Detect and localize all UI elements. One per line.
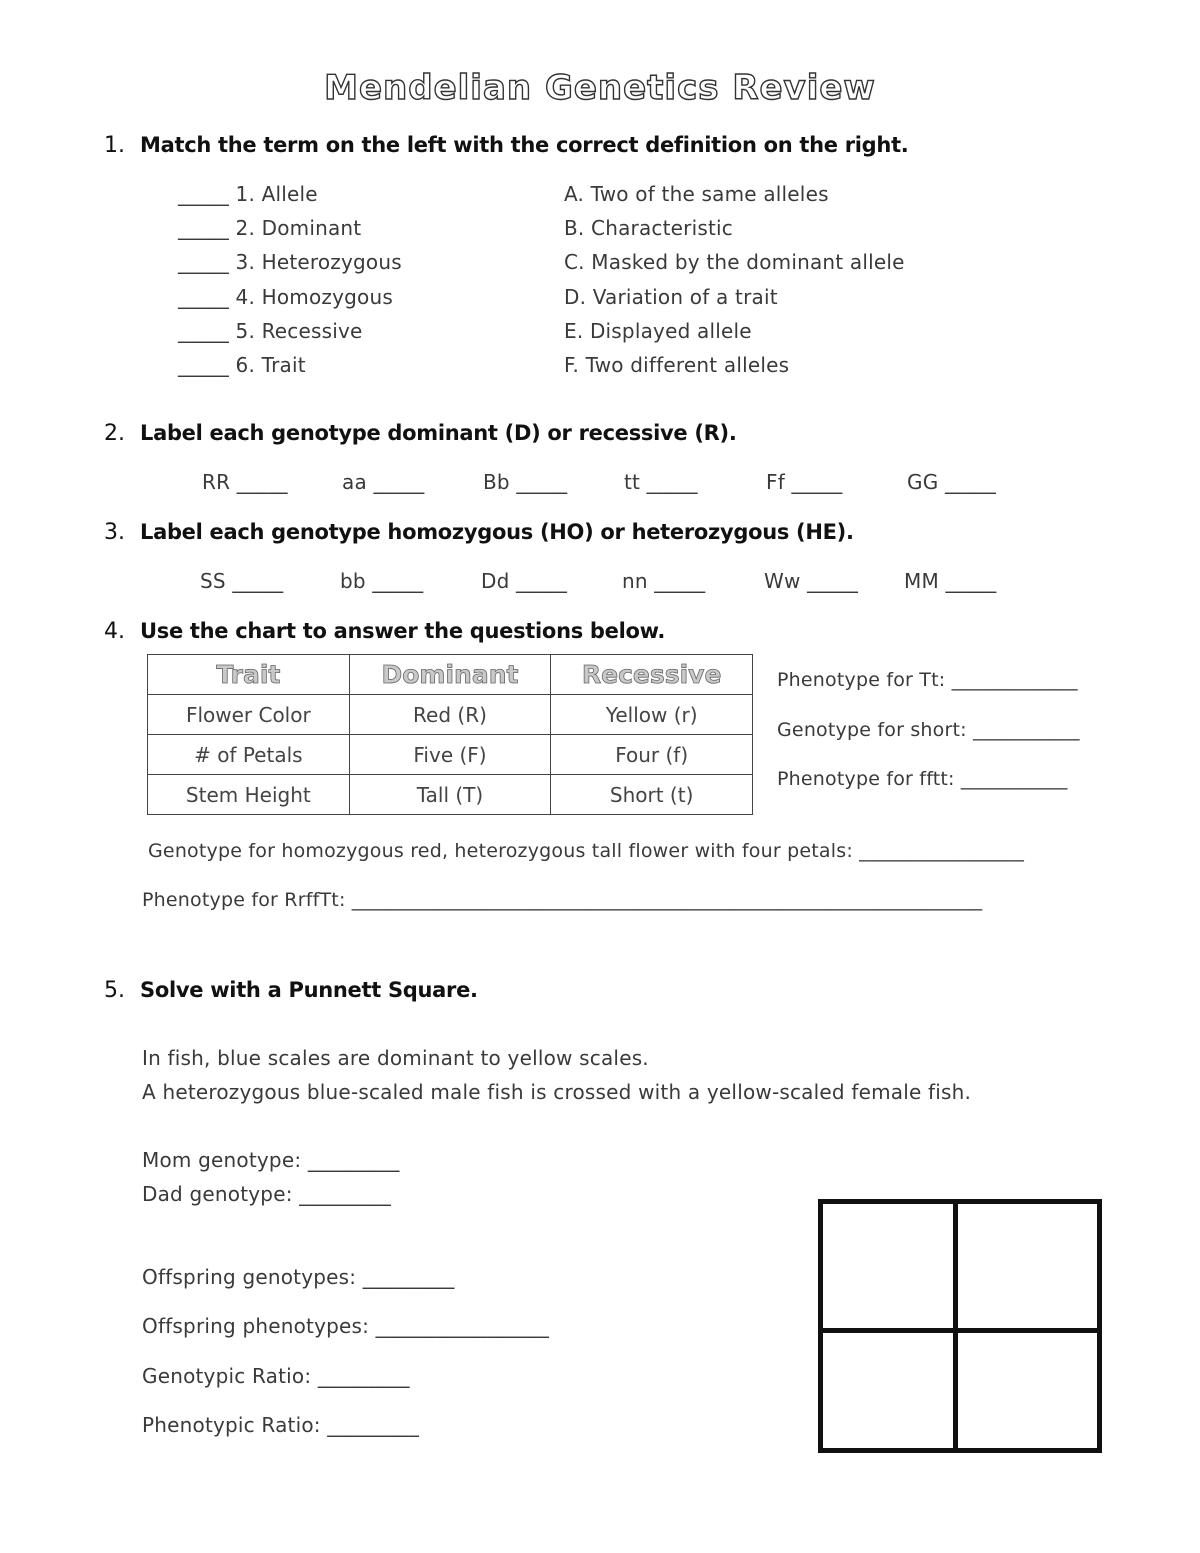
q4-side-question-2: Genotype for short: ___________ [777,719,1080,741]
q3-genotype-3: Dd _____ [481,569,568,593]
table-cell: Short (t) [551,775,753,815]
table-cell: Yellow (r) [551,695,753,735]
q1-definition-a: A. Two of the same alleles [564,182,829,206]
q2-number: 2. [104,421,125,446]
q3-number: 3. [104,520,125,545]
table-header-recessive: Recessive [551,655,753,695]
table-row [148,695,753,735]
q1-term-4: _____ 4. Homozygous [178,285,393,309]
q1-definition-d: D. Variation of a trait [564,285,778,309]
q1-term-3: _____ 3. Heterozygous [178,250,402,274]
q1-number: 1. [104,133,125,158]
q2-genotype-2: aa _____ [342,470,425,494]
table-cell: Stem Height [148,775,350,815]
q3-genotype-1: SS _____ [200,569,284,593]
q3-genotype-5: Ww _____ [764,569,859,593]
q2-genotype-4: tt _____ [624,470,698,494]
table-header-trait: Trait [148,655,350,695]
punnett-divider-vertical [953,1204,958,1448]
q1-term-6: _____ 6. Trait [178,353,306,377]
table-cell: # of Petals [148,735,350,775]
table-header-dominant: Dominant [349,655,551,695]
trait-chart-table [147,654,753,815]
table-row [148,735,753,775]
table-cell: Five (F) [349,735,551,775]
punnett-square [818,1199,1102,1453]
q3-genotype-2: bb _____ [340,569,424,593]
table-row [148,775,753,815]
q5-offspring-phenotypes: Offspring phenotypes: _________________ [142,1314,550,1338]
q1-term-5: _____ 5. Recessive [178,319,363,343]
table-cell: Red (R) [349,695,551,735]
q2-genotype-3: Bb _____ [483,470,568,494]
q1-definition-f: F. Two different alleles [564,353,790,377]
q4-side-question-3: Phenotype for fftt: ___________ [777,768,1068,790]
q5-scenario-line-1: In fish, blue scales are dominant to yellow scales. [142,1046,649,1070]
q5-number: 5. [104,978,125,1003]
q3-genotype-6: MM _____ [904,569,997,593]
q5-scenario-line-2: A heterozygous blue-scaled male fish is crossed with a yellow-scaled female fish. [142,1080,972,1104]
punnett-divider-horizontal [823,1328,1097,1333]
q1-term-1: _____ 1. Allele [178,182,318,206]
q2-genotype-5: Ff _____ [766,470,843,494]
table-header-row [148,655,753,695]
q5-dad-genotype: Dad genotype: _________ [142,1182,391,1206]
q5-phenotypic-ratio: Phenotypic Ratio: _________ [142,1413,420,1437]
q4-number: 4. [104,619,125,644]
q4-side-question-1: Phenotype for Tt: _____________ [777,669,1078,691]
q3-genotype-4: nn _____ [622,569,706,593]
q4-bottom-question-2: Phenotype for RrffTt: _________________________________________________________________ [142,889,983,911]
table-cell: Four (f) [551,735,753,775]
q1-definition-e: E. Displayed allele [564,319,752,343]
q3-prompt: Label each genotype homozygous (HO) or heterozygous (HE). [140,520,854,544]
q5-prompt: Solve with a Punnett Square. [140,978,478,1002]
q1-definition-c: C. Masked by the dominant allele [564,250,905,274]
q5-mom-genotype: Mom genotype: _________ [142,1148,400,1172]
q4-prompt: Use the chart to answer the questions below. [140,619,666,643]
q1-term-2: _____ 2. Dominant [178,216,362,240]
q1-definition-b: B. Characteristic [564,216,733,240]
q1-prompt: Match the term on the left with the correct definition on the right. [140,133,909,157]
q5-genotypic-ratio: Genotypic Ratio: _________ [142,1364,410,1388]
q2-genotype-1: RR _____ [202,470,288,494]
table-cell: Tall (T) [349,775,551,815]
q4-bottom-question-1: Genotype for homozygous red, heterozygous tall flower with four petals: _________________ [148,840,1025,862]
q5-offspring-genotypes: Offspring genotypes: _________ [142,1265,455,1289]
q2-genotype-6: GG _____ [907,470,996,494]
table-cell: Flower Color [148,695,350,735]
q2-prompt: Label each genotype dominant (D) or recessive (R). [140,421,737,445]
page-title: Mendelian Genetics Review [324,68,876,108]
